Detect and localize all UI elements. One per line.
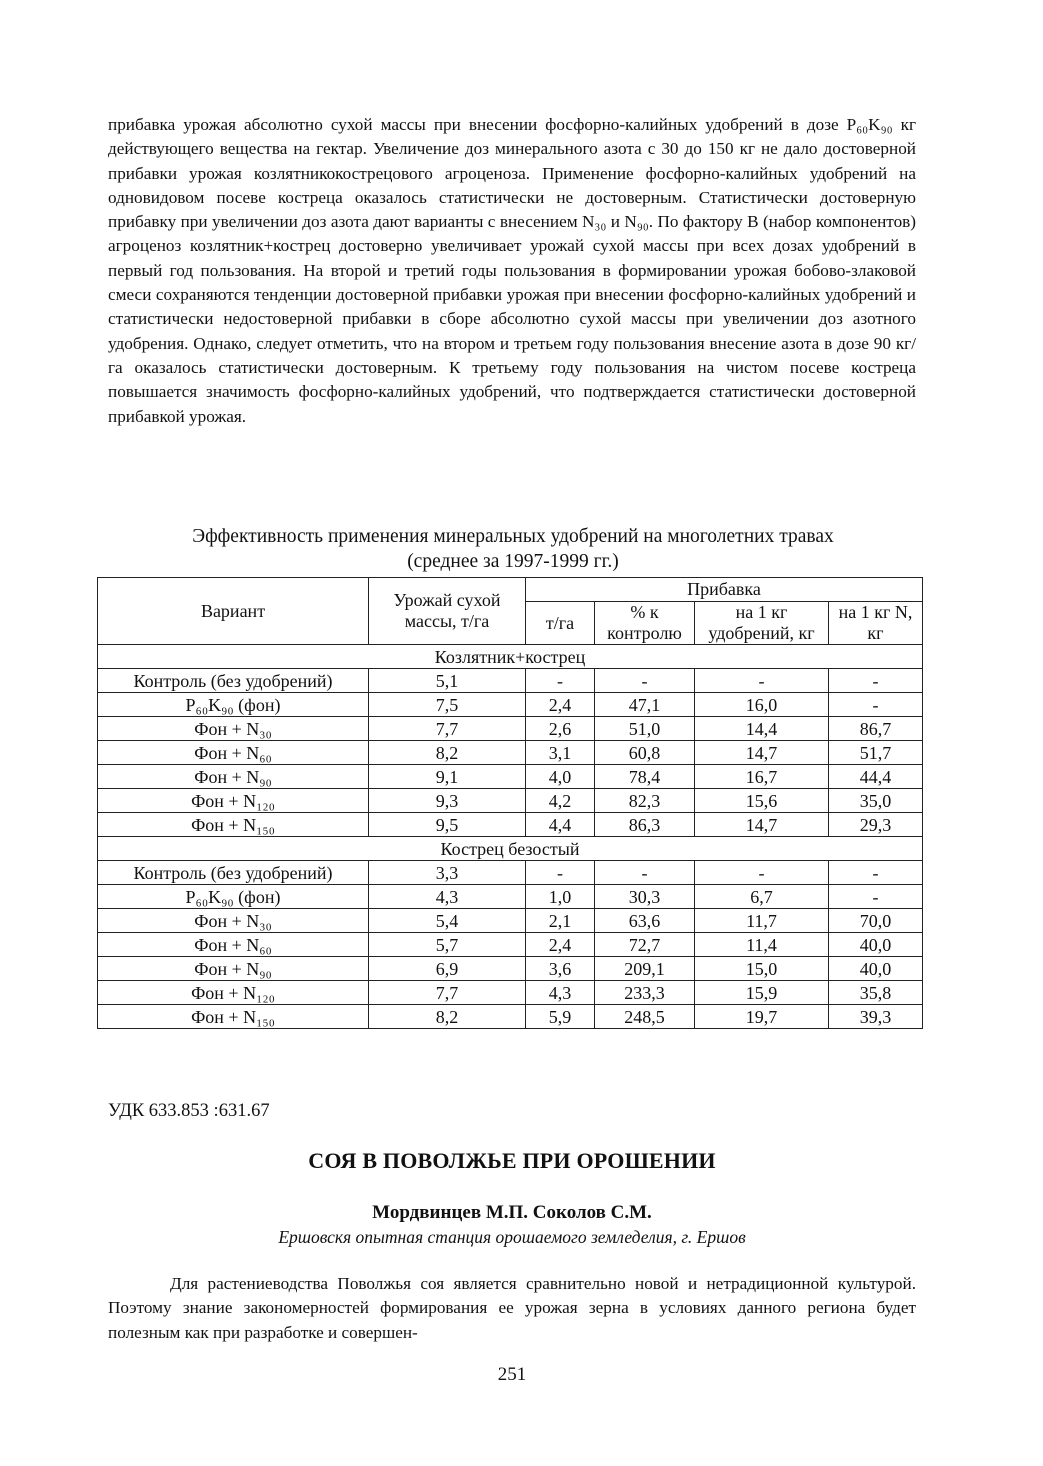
table-cell: 5,4: [369, 909, 526, 933]
table-cell: 7,7: [369, 717, 526, 741]
table-cell: -: [829, 693, 923, 717]
table-cell: Фон + N₁₅₀: [98, 813, 369, 837]
header-variant: Вариант: [98, 578, 369, 645]
table-cell: 78,4: [595, 765, 695, 789]
table-cell: P₆₀K₉₀ (фон): [98, 885, 369, 909]
table-row: [98, 933, 923, 957]
table-cell: 4,2: [526, 789, 595, 813]
table-cell: 8,2: [369, 1005, 526, 1029]
table-cell: 7,7: [369, 981, 526, 1005]
table-cell: 14,7: [695, 813, 829, 837]
article-authors: Мордвинцев М.П. Соколов С.М.: [372, 1202, 652, 1223]
table-row: [98, 861, 923, 885]
table-row: [98, 885, 923, 909]
table-row: [98, 717, 923, 741]
table-cell: 86,7: [829, 717, 923, 741]
table-cell: 2,1: [526, 909, 595, 933]
table-cell: 15,9: [695, 981, 829, 1005]
table-cell: 35,0: [829, 789, 923, 813]
table-row: [98, 789, 923, 813]
table-cell: 4,3: [369, 885, 526, 909]
table-cell: 6,7: [695, 885, 829, 909]
table-cell: -: [695, 669, 829, 693]
table-cell: 5,7: [369, 933, 526, 957]
table-cell: 1,0: [526, 885, 595, 909]
table-cell: 14,4: [695, 717, 829, 741]
body-paragraph-top: прибавка урожая абсолютно сухой массы при внесении фосфорно-калийных удобрений в дозе P₆₀K₉₀ кг действующего вещества на гектар. Увеличение доз минерального азота с 30 до 150 кг не дало достоверной прибавки урожая козлятникокострецового агроценоза. Применение фосфорно-калийных удобрений на одновидовом посеве костреца оказалось статистически не достоверным. Статистически достоверную прибавку при увеличении доз азота дают варианты с внесением N₃₀ и N₉₀. По фактору В (набор компонентов) агроценоз козлятник+кострец достоверно увеличивает урожай сухой массы при всех дозах удобрений в первый год пользования. На второй и третий годы пользования в формировании урожая бобово-злаковой смеси сохраняются тенденции достоверной прибавки урожая при внесении фосфорно-калийных удобрений и статистически недостоверной прибавки в сборе абсолютно сухой массы при увеличении доз азотного удобрения. Однако, следует отметить, что на втором и третьем году пользования внесение азота в дозе 90 кг/га оказалось статистически достоверным. К третьему году пользования на чистом посеве костреца повышается значимость фосфорно-калийных удобрений, что подтверждается статистически достоверной прибавкой урожая.: [108, 115, 916, 426]
table-cell: 60,8: [595, 741, 695, 765]
table-group-row: [98, 645, 923, 669]
table-cell: 2,4: [526, 933, 595, 957]
table-cell: 7,5: [369, 693, 526, 717]
table-cell: 35,8: [829, 981, 923, 1005]
header-t-ha: т/га: [526, 602, 595, 645]
table-cell: 19,7: [695, 1005, 829, 1029]
table-cell: Фон + N₁₅₀: [98, 1005, 369, 1029]
table-cell: 3,1: [526, 741, 595, 765]
table-cell: 72,7: [595, 933, 695, 957]
table-cell: -: [829, 861, 923, 885]
table-group-label: Кострец безостый: [98, 837, 923, 861]
table-cell: 2,6: [526, 717, 595, 741]
table-cell: -: [829, 669, 923, 693]
header-increase: Прибавка: [526, 578, 923, 602]
table-cell: P₆₀K₉₀ (фон): [98, 693, 369, 717]
table-cell: -: [695, 861, 829, 885]
table-cell: 9,5: [369, 813, 526, 837]
table-cell: 11,4: [695, 933, 829, 957]
table-cell: 44,4: [829, 765, 923, 789]
table-row: [98, 669, 923, 693]
table-row: [98, 957, 923, 981]
table-row: [98, 909, 923, 933]
table-cell: 4,3: [526, 981, 595, 1005]
table-cell: 233,3: [595, 981, 695, 1005]
table-caption-line1: Эффективность применения минеральных удобрений на многолетних травах: [192, 526, 834, 547]
table-cell: Фон + N₉₀: [98, 957, 369, 981]
table-row: [98, 741, 923, 765]
table-cell: Фон + N₃₀: [98, 717, 369, 741]
table-cell: 3,3: [369, 861, 526, 885]
table-cell: 209,1: [595, 957, 695, 981]
table-cell: 82,3: [595, 789, 695, 813]
table-group-row: [98, 837, 923, 861]
table-cell: 4,4: [526, 813, 595, 837]
table-row: [98, 813, 923, 837]
table-caption: [98, 524, 928, 574]
table-cell: 63,6: [595, 909, 695, 933]
table-row: [98, 693, 923, 717]
table-cell: 16,7: [695, 765, 829, 789]
table-cell: 6,9: [369, 957, 526, 981]
table-cell: 15,6: [695, 789, 829, 813]
page-number: 251: [497, 1364, 527, 1385]
table-cell: Фон + N₃₀: [98, 909, 369, 933]
header-pct-control: % к контролю: [595, 602, 695, 645]
table-cell: 9,1: [369, 765, 526, 789]
table-cell: Фон + N₆₀: [98, 933, 369, 957]
table-cell: 5,9: [526, 1005, 595, 1029]
table-cell: Контроль (без удобрений): [98, 669, 369, 693]
table-cell: 51,7: [829, 741, 923, 765]
table-cell: 29,3: [829, 813, 923, 837]
table-cell: 3,6: [526, 957, 595, 981]
table-cell: Фон + N₉₀: [98, 765, 369, 789]
table-cell: Фон + N₆₀: [98, 741, 369, 765]
table-cell: Фон + N₁₂₀: [98, 789, 369, 813]
table-row: [98, 1005, 923, 1029]
table-cell: -: [526, 861, 595, 885]
table-cell: -: [829, 885, 923, 909]
header-yield: Урожай сухой массы, т/га: [369, 578, 526, 645]
table-caption-line2: (среднее за 1997-1999 гг.): [407, 551, 619, 572]
table-row: [98, 765, 923, 789]
table-row: [98, 981, 923, 1005]
article-affiliation: Ершовскя опытная станция орошаемого земледелия, г. Ершов: [278, 1227, 746, 1247]
table-cell: 51,0: [595, 717, 695, 741]
table-cell: 248,5: [595, 1005, 695, 1029]
table-cell: 40,0: [829, 933, 923, 957]
udk-code: УДК 633.853 :631.67: [108, 1101, 270, 1121]
table-cell: 30,3: [595, 885, 695, 909]
table-group-label: Козлятник+кострец: [98, 645, 923, 669]
body-paragraph-bottom: Для растениеводства Поволжья соя является сравнительно новой и нетрадиционной культурой. Поэтому знание закономерностей формирования ее урожая зерна в условиях данного региона будет полезным как при разработке и совершен-: [108, 1274, 916, 1342]
table-cell: -: [595, 861, 695, 885]
table-cell: 40,0: [829, 957, 923, 981]
table-cell: 11,7: [695, 909, 829, 933]
table-cell: 70,0: [829, 909, 923, 933]
table-cell: 16,0: [695, 693, 829, 717]
table-cell: -: [526, 669, 595, 693]
table-cell: 5,1: [369, 669, 526, 693]
header-per-kg-fert: на 1 кг удобрений, кг: [695, 602, 829, 645]
table-cell: 14,7: [695, 741, 829, 765]
fertilizer-table: [97, 577, 923, 1029]
table-cell: 8,2: [369, 741, 526, 765]
article-title: СОЯ В ПОВОЛЖЬЕ ПРИ ОРОШЕНИИ: [308, 1148, 716, 1173]
table-cell: Контроль (без удобрений): [98, 861, 369, 885]
table-cell: 47,1: [595, 693, 695, 717]
table-cell: 15,0: [695, 957, 829, 981]
table-cell: 86,3: [595, 813, 695, 837]
table-body: [98, 645, 923, 1029]
table-cell: 2,4: [526, 693, 595, 717]
table-cell: 9,3: [369, 789, 526, 813]
header-per-kg-n: на 1 кг N, кг: [829, 602, 923, 645]
table-cell: 4,0: [526, 765, 595, 789]
table-cell: 39,3: [829, 1005, 923, 1029]
table-cell: Фон + N₁₂₀: [98, 981, 369, 1005]
table-cell: -: [595, 669, 695, 693]
